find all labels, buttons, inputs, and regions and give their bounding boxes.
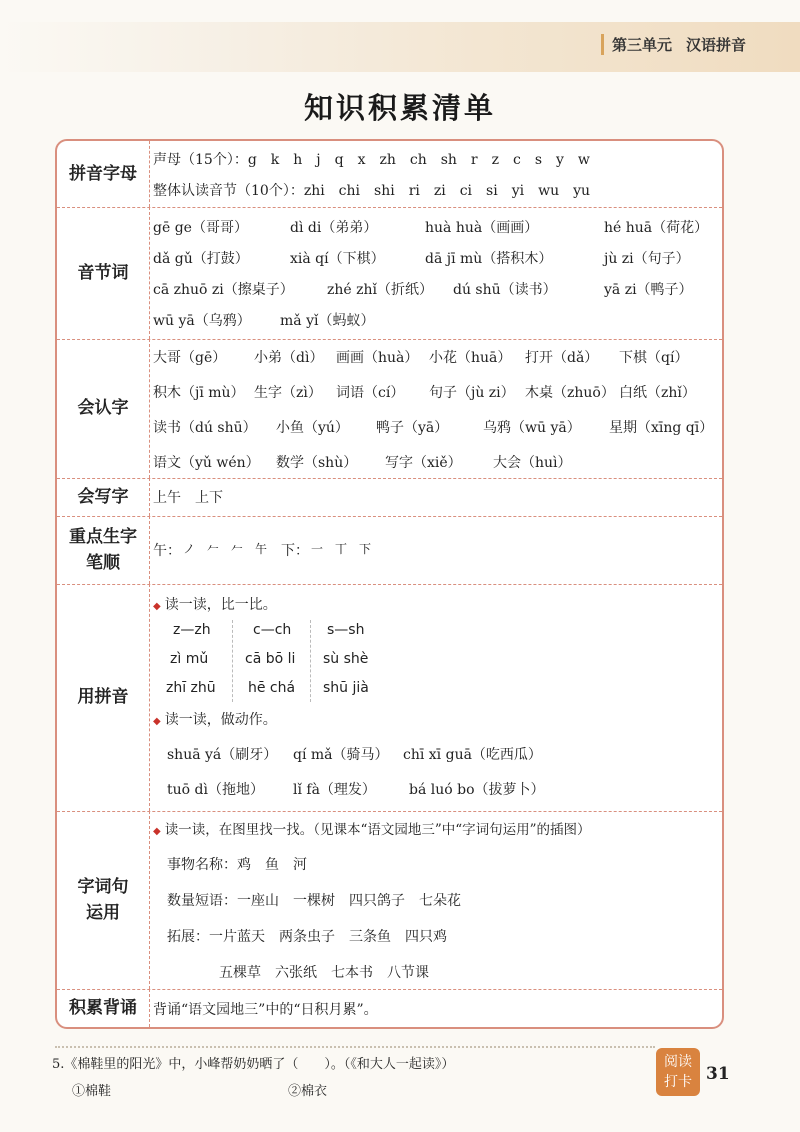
action-word: shuā yá（刷牙） xyxy=(167,747,278,763)
row-label xyxy=(57,516,150,584)
syllable-word: huà huà（画画） xyxy=(425,220,539,236)
recognize-word: 语文（yǔ wén） xyxy=(153,455,260,471)
answer-option: ①棉鞋 xyxy=(72,1084,112,1099)
section-heading: 读一读，在图里找一找。（见课本“语文园地三”中“字词句运用”的插图） xyxy=(164,822,591,838)
compare-pair: c—ch xyxy=(253,622,292,638)
section-heading: 读一读，做动作。 xyxy=(164,712,277,728)
recognize-word: 星期（xīng qī） xyxy=(609,420,714,436)
row-recite xyxy=(57,989,722,1027)
recite-text: 背诵“语文园地三”中的“日积月累”。 xyxy=(153,1002,378,1018)
action-word: qí mǎ（骑马） xyxy=(293,747,389,763)
recognize-word: 小花（huā） xyxy=(429,350,512,366)
row-syllable-words xyxy=(57,207,722,340)
quantity-line: 数量短语：一座山 一棵树 四只鸽子 七朵花 xyxy=(167,893,461,909)
syllable-word: xià qí（下棋） xyxy=(290,251,385,267)
row-write xyxy=(57,478,722,517)
write-chars: 上午 上下 xyxy=(153,490,223,506)
things-line: 事物名称：鸡 鱼 河 xyxy=(167,857,307,873)
reading-checkin-badge xyxy=(656,1048,700,1096)
syllable-word: dì di（弟弟） xyxy=(290,220,378,236)
action-word: chī xī guā（吃西瓜） xyxy=(403,747,542,763)
recognize-word: 鸭子（yā） xyxy=(376,420,449,436)
syllable-word: hé huā（荷花） xyxy=(604,220,709,236)
extend-line: 五棵草 六张纸 七本书 八节课 xyxy=(219,965,429,981)
column-divider xyxy=(232,620,233,702)
action-word: bá luó bo（拔萝卜） xyxy=(409,782,545,798)
knowledge-table xyxy=(55,139,724,1029)
initials-line: 声母（15个）：g k h j q x zh ch sh r z c s y w xyxy=(153,152,590,168)
compare-word: cā bō li xyxy=(245,651,296,667)
extend-line: 拓展：一片蓝天 两条虫子 三条鱼 四只鸡 xyxy=(167,929,447,945)
footer-divider xyxy=(55,1046,655,1048)
compare-word: hē chá xyxy=(248,680,296,696)
syllable-word: mǎ yǐ（蚂蚁） xyxy=(280,313,375,329)
row-label-line: 重点生字 xyxy=(69,526,137,547)
syllable-word: dǎ gǔ（打鼓） xyxy=(153,251,249,267)
recognize-word: 积木（jī mù） xyxy=(153,385,245,401)
row-label: 积累背诵 xyxy=(57,989,150,1027)
reading-question: 5.《棉鞋里的阳光》中，小峰帮奶奶晒了（ ）。（《和大人一起读》） xyxy=(52,1057,455,1072)
xia-stroke-sequence: 一 丅 下 xyxy=(311,542,372,556)
row-use-pinyin xyxy=(57,584,722,812)
whole-syllables-line: 整体认读音节（10个）：zhi chi shi ri zi ci si yi wu yu xyxy=(153,183,591,199)
badge-line: 阅读 xyxy=(664,1054,692,1070)
row-label-line: 运用 xyxy=(86,903,120,923)
recognize-word: 大会（huì） xyxy=(493,455,572,471)
wu-stroke-label: 午： xyxy=(153,543,181,559)
compare-word: sù shè xyxy=(323,651,369,667)
row-label xyxy=(57,811,150,989)
recognize-word: 数学（shù） xyxy=(276,455,358,471)
row-label: 会写字 xyxy=(57,478,150,516)
recognize-word: 木桌（zhuō） xyxy=(525,385,615,401)
syllable-word: wū yā（乌鸦） xyxy=(153,313,251,329)
recognize-word: 词语（cí） xyxy=(336,385,405,401)
page-title: 知识积累清单 xyxy=(303,91,496,125)
compare-word: shū jià xyxy=(323,680,369,696)
row-words-use xyxy=(57,811,722,990)
recognize-word: 句子（jù zi） xyxy=(429,385,515,401)
answer-option: ②棉衣 xyxy=(288,1084,328,1099)
page-number: 31 xyxy=(706,1064,730,1084)
xia-stroke-label: 下： xyxy=(281,543,309,559)
recognize-word: 生字（zì） xyxy=(254,385,322,401)
row-label: 音节词 xyxy=(57,207,150,339)
recognize-word: 小弟（dì） xyxy=(254,350,324,366)
compare-word: zhī zhū xyxy=(166,680,216,696)
unit-header xyxy=(601,34,746,55)
syllable-word: yā zi（鸭子） xyxy=(604,282,693,298)
recognize-word: 白纸（zhǐ） xyxy=(619,385,696,401)
row-label-line: 笔顺 xyxy=(86,553,120,573)
diamond-bullet-icon: ◆ xyxy=(153,826,161,837)
recognize-word: 画画（huà） xyxy=(336,350,419,366)
badge-line: 打卡 xyxy=(664,1074,692,1090)
syllable-word: dú shū（读书） xyxy=(453,282,557,298)
row-recognize xyxy=(57,339,722,479)
compare-pair: z—zh xyxy=(173,622,211,638)
recognize-word: 下棋（qí） xyxy=(619,350,689,366)
action-word: lǐ fà（理发） xyxy=(293,782,376,798)
syllable-word: dā jī mù（搭积木） xyxy=(425,251,553,267)
recognize-word: 乌鸦（wū yā） xyxy=(483,420,581,436)
compare-word: zì mǔ xyxy=(170,651,209,667)
recognize-word: 打开（dǎ） xyxy=(525,350,599,366)
recognize-word: 小鱼（yú） xyxy=(276,420,349,436)
row-label: 拼音字母 xyxy=(57,141,150,207)
syllable-word: cā zhuō zi（擦桌子） xyxy=(153,282,294,298)
topic-label: 汉语拼音 xyxy=(685,36,746,54)
action-word: tuō dì（拖地） xyxy=(167,782,264,798)
wu-stroke-sequence: ノ 𠂉 𠂉 午 xyxy=(183,542,268,556)
recognize-word: 读书（dú shū） xyxy=(153,420,257,436)
row-strokes xyxy=(57,516,722,585)
row-label: 用拼音 xyxy=(57,584,150,811)
recognize-word: 写字（xiě） xyxy=(385,455,462,471)
row-label: 会认字 xyxy=(57,339,150,478)
diamond-bullet-icon: ◆ xyxy=(153,601,161,612)
syllable-word: gē ge（哥哥） xyxy=(153,220,248,236)
syllable-word: zhé zhǐ（折纸） xyxy=(327,282,433,298)
diamond-bullet-icon: ◆ xyxy=(153,716,161,727)
column-divider xyxy=(310,620,311,702)
row-label-line: 字词句 xyxy=(77,876,129,897)
section-heading: 读一读，比一比。 xyxy=(164,597,277,613)
syllable-word: jù zi（句子） xyxy=(604,251,690,267)
recognize-word: 大哥（gē） xyxy=(153,350,227,366)
unit-label: 第三单元 xyxy=(611,36,672,54)
compare-pair: s—sh xyxy=(327,622,365,638)
row-pinyin xyxy=(57,141,722,208)
